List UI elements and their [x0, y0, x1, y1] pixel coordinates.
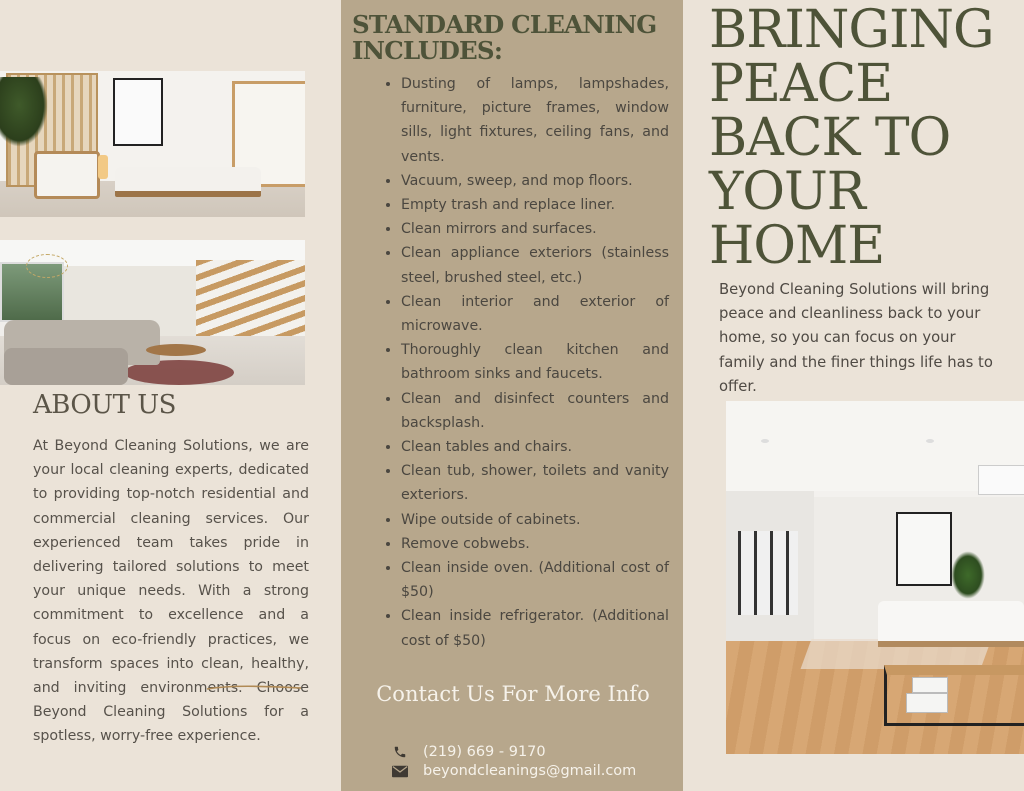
list-item: • Clean tables and chairs.	[401, 435, 669, 459]
list-item: • Wipe outside of cabinets.	[401, 508, 669, 532]
list-item: • Clean tub, shower, toilets and vanity exteriors.	[401, 459, 669, 507]
list-item: • Clean inside refrigerator. (Additional cost of $50)	[401, 604, 669, 652]
list-item: • Dusting of lamps, lampshades, furniture, picture frames, window sills, light fixtures, ceiling fans, and vents.	[401, 72, 669, 169]
list-item: • Clean interior and exterior of microwave.	[401, 290, 669, 338]
phone-icon	[392, 744, 408, 760]
contact-title: Contact Us For More Info	[376, 682, 650, 706]
list-item: • Clean appliance exteriors (stainless steel, brushed steel, etc.)	[401, 241, 669, 289]
living-room-photo	[0, 71, 305, 217]
about-text: At Beyond Cleaning Solutions, we are your local cleaning experts, dedicated to providing top-notch residential and commercial cleaning services. Our experienced team takes pride in delivering tailored solutions to meet your unique needs. With a strong commitment to excellence and a focus on eco-friendly practices, we transform spaces into clean, healthy, and inviting environments. Choose Beyond Cleaning Solutions for a spotless, worry-free experience.	[33, 438, 309, 745]
list-item: • Clean and disinfect counters and backsplash.	[401, 387, 669, 435]
hero-title: BRINGING PEACE BACK TO YOUR HOME	[709, 0, 994, 276]
hero-text: Beyond Cleaning Solutions will bring peace and cleanliness back to your home, so you can focus on your family and the finer things life has to offer.	[719, 281, 993, 395]
about-title: ABOUT US	[33, 390, 176, 420]
list-item: • Clean inside oven. (Additional cost of $50)	[401, 556, 669, 604]
phone-number[interactable]: (219) 669 - 9170	[423, 744, 546, 760]
underline-stroke	[206, 684, 302, 692]
envelope-icon	[392, 763, 408, 779]
list-item: • Remove cobwebs.	[401, 532, 669, 556]
lounge-photo	[0, 240, 305, 385]
list-item: • Vacuum, sweep, and mop floors.	[401, 169, 669, 193]
standard-cleaning-title: STANDARD CLEANING INCLUDES:	[352, 10, 657, 65]
bedroom-photo	[726, 401, 1024, 754]
standard-cleaning-list	[383, 72, 669, 653]
phone-row[interactable]	[392, 742, 672, 762]
list-item: • Empty trash and replace liner.	[401, 193, 669, 217]
email-address[interactable]: beyondcleanings@gmail.com	[423, 763, 637, 779]
email-row[interactable]	[392, 761, 672, 781]
list-item: • Thoroughly clean kitchen and bathroom sinks and faucets.	[401, 338, 669, 386]
list-item: • Clean mirrors and surfaces.	[401, 217, 669, 241]
